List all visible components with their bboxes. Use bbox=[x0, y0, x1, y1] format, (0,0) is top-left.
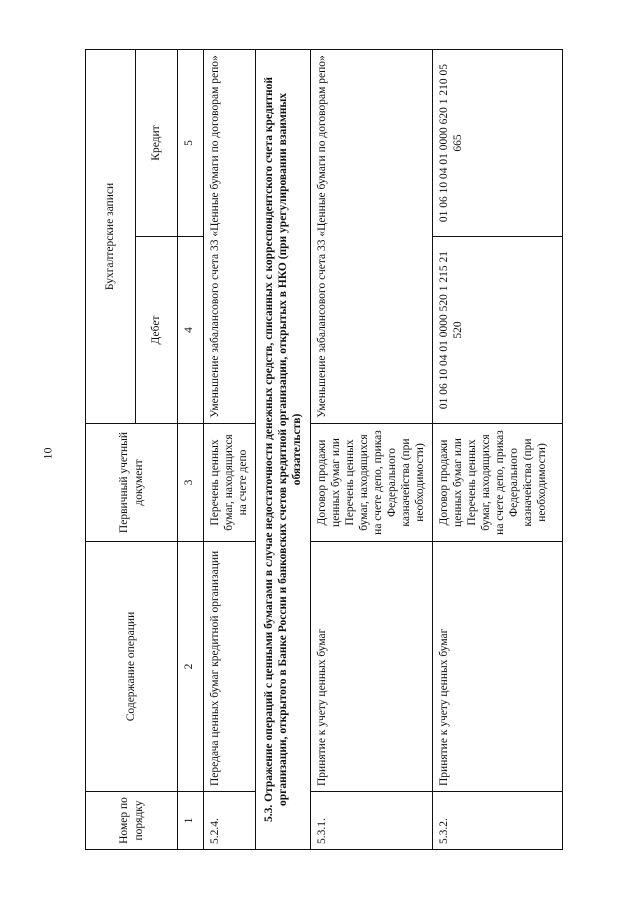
column-number-row bbox=[178, 50, 204, 850]
header-debit: Дебет bbox=[136, 237, 178, 424]
row-document: Перечень ценных бумаг, находящихся на счете депо bbox=[204, 424, 256, 542]
row-content: Передача ценных бумаг кредитной организации bbox=[204, 542, 256, 792]
header-document: Первичный учетный документ bbox=[86, 424, 178, 542]
row-content: Принятие к учету ценных бумаг bbox=[311, 542, 433, 792]
header-credit: Кредит bbox=[136, 50, 178, 237]
page-number: 10 bbox=[40, 447, 55, 460]
column-number: 3 bbox=[178, 424, 204, 542]
column-number: 1 bbox=[178, 792, 204, 850]
row-document: Договор продажи ценных бумаг или Перечень ценных бумаг, находящихся на счете депо, приказ Федерального казначейства (при необходимости) bbox=[433, 424, 563, 542]
row-number: 5.3.1. bbox=[311, 792, 433, 850]
column-number: 2 bbox=[178, 542, 204, 792]
rotated-page bbox=[85, 50, 555, 850]
row-document: Договор продажи ценных бумаг или Перечень ценных бумаг, находящихся на счете депо, приказ Федерального казначейства (при необходимости) bbox=[311, 424, 433, 542]
table-row bbox=[204, 50, 256, 850]
header-row bbox=[86, 50, 136, 850]
column-number: 5 bbox=[178, 50, 204, 237]
row-entry: Уменьшение забалансового счета 33 «Ценные бумаги по договорам репо» bbox=[204, 50, 256, 424]
accounting-table bbox=[85, 49, 563, 850]
header-entries: Бухгалтерские записи bbox=[86, 50, 136, 424]
row-number: 5.3.2. bbox=[433, 792, 563, 850]
row-number: 5.2.4. bbox=[204, 792, 256, 850]
header-number: Номер по порядку bbox=[86, 792, 178, 850]
table-row bbox=[311, 50, 433, 850]
row-credit: 01 06 10 04 01 0000 620 1 210 05 665 bbox=[433, 50, 563, 237]
section-header-row bbox=[256, 50, 311, 850]
row-content: Принятие к учету ценных бумаг bbox=[433, 542, 563, 792]
row-debit: 01 06 10 04 01 0000 520 1 215 21 520 bbox=[433, 237, 563, 424]
section-title: 5.3. Отражение операций с ценными бумагами в случае недостаточности денежных средств, списанных с корреспондентского счета кредитной организации, открытого в Банке России и банковских счетов кредитной организации, открытых в НКО (при урегулировании взаимных обязательств) bbox=[256, 50, 311, 850]
row-entry: Уменьшение забалансового счета 33 «Ценные бумаги по договорам репо» bbox=[311, 50, 433, 424]
table-row bbox=[433, 50, 563, 850]
header-content: Содержание операции bbox=[86, 542, 178, 792]
column-number: 4 bbox=[178, 237, 204, 424]
